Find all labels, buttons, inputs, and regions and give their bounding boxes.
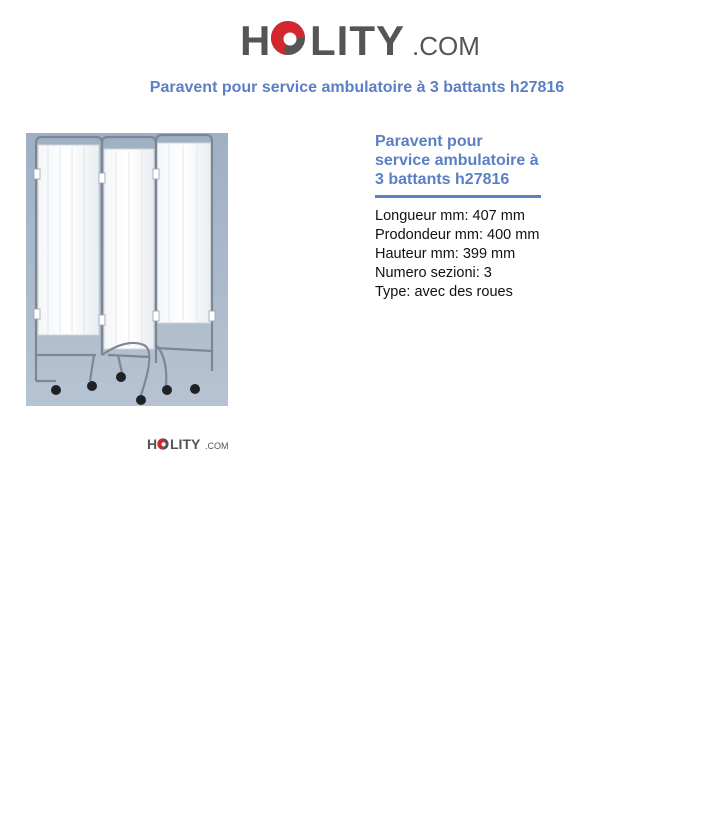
holity-logo-small [147, 435, 229, 453]
spec-type: Type: avec des roues [375, 284, 513, 300]
svg-text:H: H [240, 17, 271, 64]
spec-list [375, 207, 545, 302]
svg-text:.COM: .COM [205, 441, 229, 451]
spec-depth: Prodondeur mm: 400 mm [375, 227, 540, 243]
product-image [26, 133, 228, 406]
spec-sections: Numero sezioni: 3 [375, 265, 492, 281]
spec-length: Longueur mm: 407 mm [375, 208, 525, 224]
holity-logo [240, 12, 480, 64]
page-title: Paravent pour service ambulatoire à 3 battants h27816 [149, 79, 565, 96]
product-info [375, 132, 545, 302]
svg-text:LITY: LITY [310, 17, 405, 64]
svg-text:LITY: LITY [170, 436, 201, 452]
svg-text:H: H [147, 436, 158, 452]
svg-text:.COM: .COM [412, 31, 480, 61]
spec-height: Hauteur mm: 399 mm [375, 246, 516, 262]
product-heading: Paravent pour service ambulatoire à 3 battants h27816 [375, 132, 541, 198]
